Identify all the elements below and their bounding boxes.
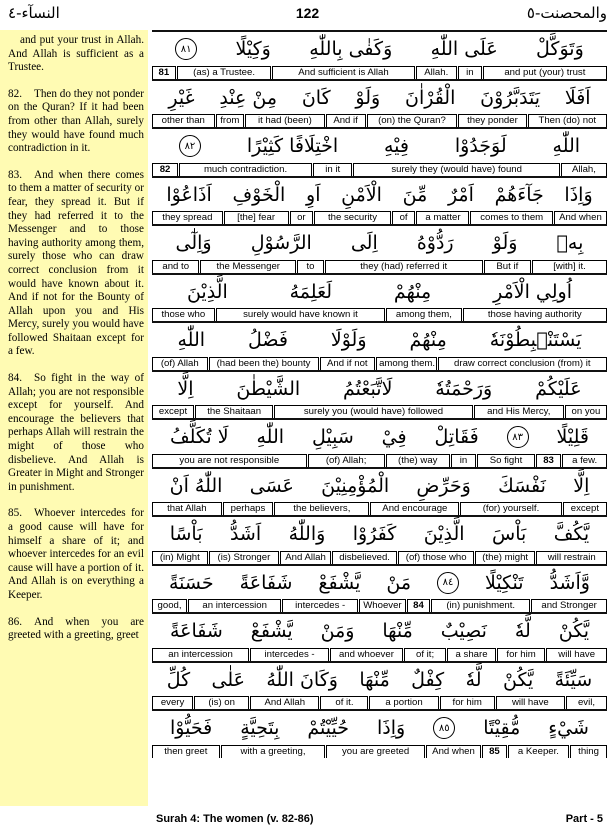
arabic-word: حُيِّيْتُمْ [307, 717, 349, 739]
page-header [0, 0, 615, 30]
verse-text: Whoever intercedes for a good cause will have for himself a share of it; and whoever intercedes for an evil cause will have a portion of it. And Allah is on everything a Keeper. [8, 507, 144, 601]
page-number: 122 [295, 5, 320, 21]
gloss-cell: Allah, [561, 163, 607, 176]
gloss-cell: (is) Stronger [209, 551, 280, 564]
gloss-cell: surely you (would have) followed [274, 405, 472, 418]
arabic-line [152, 32, 607, 66]
arabic-word: شَفَاعَةً [239, 571, 293, 594]
arabic-word: الَّذِيْنَ [186, 280, 228, 303]
arabic-word: مِنْ عِنْدِ [219, 86, 278, 109]
gloss-cell: So fight [477, 454, 535, 467]
gloss-cell: every [152, 696, 193, 709]
gloss-cell: they (had) referred it [325, 260, 483, 273]
arabic-word: كِفْلٌ [411, 668, 445, 691]
gloss-line [152, 260, 607, 273]
arabic-word: وَكِيْلًا [235, 38, 271, 60]
gloss-cell: will have [546, 648, 607, 661]
arabic-word: فَحَيُّوْا [170, 717, 213, 739]
gloss-cell: and to [152, 260, 199, 273]
arabic-word: يَّشْفَعْ [318, 571, 361, 594]
word-by-word-grid [152, 30, 607, 806]
gloss-line [152, 696, 607, 709]
gloss-line [152, 745, 607, 758]
gloss-cell: of [392, 211, 416, 224]
gloss-cell: those who [152, 308, 215, 321]
word-row [152, 709, 607, 758]
gloss-line [152, 454, 607, 467]
arabic-word: سَيِّئَةً [554, 668, 593, 691]
gloss-cell: except [563, 502, 607, 515]
gloss-cell: an intercession [152, 648, 249, 661]
gloss-cell: surely would have known it [216, 308, 386, 321]
gloss-cell: among them, [386, 308, 461, 321]
verse-number-cell: 82 [152, 163, 178, 176]
arabic-word: لَاتَّبَعْتُمُ [343, 377, 393, 400]
arabic-word: الْقُرْاٰنَ [404, 86, 456, 109]
arabic-word: مِّنْهَا [382, 620, 413, 642]
gloss-cell: for him [497, 648, 546, 661]
arabic-word: اِلَّا [177, 377, 194, 400]
gloss-cell: they spread [152, 211, 223, 224]
word-row [152, 176, 607, 225]
footer-surah-label: Surah 4: The women (v. 82-86) [156, 813, 314, 825]
gloss-cell: And when [554, 211, 607, 224]
gloss-cell: And Allah [280, 551, 331, 564]
gloss-cell: in [458, 66, 482, 79]
arabic-word: الْاَمْنِ [341, 183, 382, 206]
arabic-word: عَلَى اللّٰهِ [430, 38, 498, 60]
word-row [152, 224, 607, 273]
gloss-cell: (as) a Trustee. [177, 66, 272, 79]
arabic-word: وَاللّٰهُ [288, 523, 326, 545]
verse-number-cell: 83 [536, 454, 561, 467]
gloss-cell: a portion [369, 696, 438, 709]
gloss-line [152, 648, 607, 661]
gloss-line [152, 599, 607, 612]
arabic-word: وَمَنْ [320, 620, 355, 642]
verse-end-marker: ٨٥ [433, 717, 455, 739]
gloss-cell: intercedes - [282, 599, 358, 612]
gloss-line [152, 357, 607, 370]
gloss-cell: except [152, 405, 194, 418]
gloss-cell: much contradiction. [179, 163, 312, 176]
verse-text: So fight in the way of Allah; you are not responsible except for yourself. And encourage the believers that perhaps Allah will restrain the might of those who disbelieve. And Allah is Greater in Might and Stronger in punishment. [8, 372, 144, 493]
arabic-line [152, 372, 607, 406]
arabic-word: وَلَوْ [492, 232, 518, 254]
verse-translation [8, 372, 144, 494]
arabic-word: وَتَوَكَّلْ [536, 38, 584, 60]
verse-translation [8, 169, 144, 359]
gloss-line [152, 66, 607, 79]
arabic-line [152, 517, 607, 551]
arabic-line [152, 663, 607, 697]
gloss-line [152, 551, 607, 564]
arabic-word: وَرَحْمَتُهٗ [435, 377, 493, 400]
gloss-cell: good, [152, 599, 187, 612]
arabic-word: الَّذِيْنَ [423, 523, 465, 545]
verse-translation [8, 88, 144, 156]
gloss-cell: for him [440, 696, 495, 709]
gloss-cell: (the) way [386, 454, 450, 467]
gloss-cell: Then (do) not [528, 114, 607, 127]
arabic-word: مِّنْهَا [359, 668, 390, 691]
word-row [152, 418, 607, 467]
gloss-cell: (of) those who [398, 551, 473, 564]
gloss-cell: Whoever [359, 599, 406, 612]
gloss-cell: and Stronger [531, 599, 607, 612]
gloss-cell: of it; [404, 648, 446, 661]
arabic-word: يَّكُفَّ [553, 523, 590, 545]
gloss-cell: those having authority [463, 308, 607, 321]
gloss-line [152, 211, 607, 224]
gloss-cell: and put (your) trust [483, 66, 607, 79]
arabic-word: لَّهٗ [465, 668, 482, 691]
arabic-word: فِيْ [381, 426, 407, 448]
gloss-cell: on you [565, 405, 607, 418]
gloss-cell: will have [496, 696, 565, 709]
arabic-line [152, 129, 607, 163]
arabic-word: الرَّسُوْلِ [250, 232, 312, 254]
arabic-word: وَكَانَ اللّٰهُ [266, 668, 338, 691]
arabic-word: اَمْرٌ [447, 183, 474, 206]
arabic-word: عَلَيْكُمْ [535, 377, 582, 400]
arabic-line [152, 323, 607, 357]
arabic-line [152, 420, 607, 454]
gloss-cell: And Allah [250, 696, 319, 709]
arabic-line [152, 469, 607, 503]
arabic-line [152, 275, 607, 309]
arabic-word: اللّٰهِ [177, 329, 206, 351]
arabic-word: وَاِلٰٓى [175, 232, 212, 254]
gloss-cell: other than [152, 114, 215, 127]
word-row [152, 30, 607, 79]
gloss-cell: you are not responsible [152, 454, 307, 467]
arabic-word: يَّشْفَعْ [250, 620, 293, 642]
word-row [152, 661, 607, 710]
arabic-word: بَاْسَ [492, 523, 527, 545]
arabic-word: عَلٰى [211, 668, 245, 691]
word-row [152, 321, 607, 370]
arabic-word: يَّكُنْ [502, 668, 534, 691]
word-row [152, 612, 607, 661]
word-row [152, 515, 607, 564]
gloss-cell: an intercession [188, 599, 281, 612]
gloss-cell: a Keeper. [508, 745, 570, 758]
gloss-cell: But if [484, 260, 531, 273]
gloss-cell: or [290, 211, 314, 224]
translation-sidebar [0, 30, 148, 806]
gloss-cell: (on) the Quran? [367, 114, 458, 127]
arabic-word: وَحَرِّضِ [416, 474, 471, 497]
verse-number-cell: 84 [407, 599, 430, 612]
gloss-cell: perhaps [223, 502, 274, 515]
arabic-line [152, 566, 607, 600]
gloss-cell: a share [447, 648, 496, 661]
verse-translation [8, 507, 144, 602]
verse-text: and put your trust in Allah. And Allah is sufficient as a Trustee. [8, 34, 144, 74]
gloss-cell: a matter [416, 211, 469, 224]
word-row [152, 79, 607, 128]
arabic-word: مِنْهُمْ [409, 329, 447, 351]
gloss-cell: (had been the) bounty [209, 357, 319, 370]
verse-translation [8, 34, 144, 75]
juz-name-arabic: والمحصنت-٥ [526, 4, 607, 22]
arabic-word: اَشَدُّ [229, 523, 262, 545]
gloss-cell: Allah. [416, 66, 457, 79]
gloss-cell: that Allah [152, 502, 222, 515]
verse-number-cell: 85 [482, 745, 507, 758]
arabic-word: اللّٰهِ [256, 426, 285, 448]
arabic-word: اَذَاعُوْا [166, 183, 212, 206]
gloss-cell: thing [570, 745, 607, 758]
page-footer [0, 806, 615, 831]
arabic-word: سَبِيْلِ [311, 426, 354, 448]
arabic-word: يَسْتَنْۢبِطُوْنَهٗ [489, 329, 582, 351]
arabic-word: وَّاَشَدُّ [549, 571, 590, 594]
arabic-word: عَسَى [249, 474, 294, 497]
arabic-word: اَوِ [306, 183, 321, 206]
arabic-word: شَفَاعَةً [169, 620, 223, 642]
arabic-word: جَآءَهُمْ [494, 183, 544, 206]
gloss-cell: it had (been) [245, 114, 324, 127]
verse-number: 86. [8, 615, 22, 628]
verse-text: And when there comes to them a matter of security or fear, they spread it. But if they had referred it to the Messenger and to those having authority among them, surely those who can draw correct conclusion from it would have known about it. And if not for the Bounty of Allah upon you and His Mercy, surely you would have followed Shaitaan except for a few. [8, 168, 144, 358]
arabic-word: وَلَوْ [355, 86, 381, 109]
gloss-cell: (of) Allah [152, 357, 208, 370]
gloss-line [152, 114, 607, 127]
arabic-word: كُلِّ [166, 668, 191, 691]
arabic-word: يَّكُنْ [558, 620, 589, 642]
arabic-line [152, 614, 607, 648]
arabic-word: رَدُّوْهُ [416, 232, 454, 254]
gloss-cell: the believers, [274, 502, 369, 515]
gloss-cell: [the] fear [224, 211, 289, 224]
arabic-word: فَضْلُ [247, 329, 288, 351]
gloss-cell: then greet [152, 745, 220, 758]
verse-number: 82. [8, 87, 22, 100]
gloss-cell: you are greeted [326, 745, 425, 758]
verse-text: Then do they not ponder on the Quran? If it had been from other than Allah, surely they would have found much contradiction in it. [8, 87, 144, 155]
arabic-word: اُولِي الْاَمْرِ [493, 280, 573, 303]
gloss-cell: And sufficient is Allah [272, 66, 414, 79]
verse-end-marker: ٨٤ [437, 572, 459, 594]
arabic-word: لَا تُكَلَّفُ [169, 426, 229, 448]
gloss-cell: evil, [566, 696, 607, 709]
arabic-word: نَفْسَكَ [498, 474, 546, 497]
gloss-cell: from [216, 114, 245, 127]
arabic-word: غَيْرِ [168, 86, 195, 109]
verse-number-cell: 81 [152, 66, 176, 79]
arabic-word: مَنْ [386, 571, 412, 594]
verse-number: 84. [8, 372, 22, 385]
gloss-cell: to [297, 260, 324, 273]
arabic-word: اللّٰهِ [552, 135, 581, 157]
gloss-cell: and whoever [330, 648, 403, 661]
footer-part-label: Part - 5 [565, 813, 603, 825]
gloss-cell: disbelieved. [332, 551, 398, 564]
arabic-line [152, 226, 607, 260]
gloss-cell: And encourage [370, 502, 459, 515]
gloss-line [152, 163, 607, 176]
gloss-cell: the Shaitaan [195, 405, 273, 418]
arabic-word: فِيْهِ [383, 135, 409, 157]
arabic-word: اَفَلَا [564, 86, 591, 109]
verse-translation [8, 616, 144, 643]
gloss-cell: And if not [320, 357, 376, 370]
arabic-word: الْخَوْفِ [232, 183, 286, 206]
verse-number: 85. [8, 507, 22, 520]
arabic-line [152, 178, 607, 212]
arabic-word: اِلَى [350, 232, 378, 254]
gloss-cell: in it [313, 163, 352, 176]
gloss-line [152, 308, 607, 321]
arabic-word: تَنْكِيْلًا [484, 571, 524, 594]
gloss-cell: comes to them [470, 211, 552, 224]
arabic-word: وَاِذَا [564, 183, 593, 206]
gloss-cell: And if [326, 114, 366, 127]
gloss-cell: (in) punishment. [431, 599, 530, 612]
arabic-word: لَّهٗ [514, 620, 531, 642]
arabic-word: لَعَلِمَهُ [289, 280, 333, 303]
gloss-cell: the security [314, 211, 391, 224]
word-row [152, 467, 607, 516]
verse-text: And when you are greeted with a greeting, greet [8, 615, 144, 642]
gloss-cell: in [451, 454, 476, 467]
gloss-cell: draw correct conclusion (from) it [438, 357, 607, 370]
gloss-cell: the Messenger [200, 260, 296, 273]
gloss-cell: (the) might [475, 551, 536, 564]
gloss-cell: will restrain [536, 551, 607, 564]
gloss-cell: [with] it. [532, 260, 607, 273]
arabic-line [152, 711, 607, 745]
arabic-word: بِتَحِيَّةٍ [240, 717, 280, 739]
gloss-cell: (in) Might [152, 551, 208, 564]
word-row [152, 273, 607, 322]
verse-end-marker: ٨٣ [507, 426, 529, 448]
arabic-word: وَلَوْلَا [330, 329, 367, 351]
gloss-cell: among them. [376, 357, 436, 370]
gloss-cell: (for) yourself. [460, 502, 562, 515]
gloss-cell: of it. [320, 696, 368, 709]
word-row [152, 127, 607, 176]
arabic-word: وَاِذَا [377, 717, 406, 739]
arabic-word: لَوَجَدُوْا [454, 135, 507, 157]
gloss-cell: and His Mercy, [474, 405, 564, 418]
gloss-cell: a few. [562, 454, 607, 467]
arabic-word: اخْتِلَافًا كَثِيْرًا [246, 135, 339, 157]
arabic-word: قَلِيْلًا [556, 426, 589, 448]
arabic-word: كَانَ [301, 86, 331, 109]
word-row [152, 564, 607, 613]
gloss-cell: with a greeting, [221, 745, 326, 758]
arabic-line [152, 81, 607, 115]
gloss-line [152, 502, 607, 515]
arabic-word: اللّٰهُ اَنْ [169, 474, 223, 497]
word-row [152, 370, 607, 419]
surah-name-arabic: النسآء-٤ [8, 4, 60, 22]
arabic-word: مِنْهُمْ [393, 280, 432, 303]
verse-number: 83. [8, 168, 22, 181]
arabic-word: اِلَّا [573, 474, 590, 497]
arabic-word: فَقَاتِلْ [434, 426, 479, 448]
arabic-word: الشَّيْطٰنَ [236, 377, 301, 400]
arabic-word: حَسَنَةً [168, 571, 214, 594]
gloss-cell: (of) Allah; [308, 454, 385, 467]
arabic-word: مِّنَ [402, 183, 428, 206]
arabic-word: شَيْءٍ [548, 717, 589, 739]
gloss-cell: they ponder [458, 114, 526, 127]
verse-end-marker: ٨١ [175, 38, 197, 60]
arabic-word: وَكَفٰى بِاللّٰهِ [309, 38, 393, 60]
arabic-word: بِهٖ [556, 232, 584, 254]
arabic-word: نَصِيْبٌ [440, 620, 487, 642]
gloss-cell: surely they (would have) found [353, 163, 559, 176]
gloss-cell: And when [426, 745, 481, 758]
arabic-word: مُّقِيْتًا [483, 717, 521, 739]
arabic-word: كَفَرُوْا [352, 523, 397, 545]
gloss-cell: (is) on [194, 696, 249, 709]
arabic-word: الْمُؤْمِنِيْنَ [321, 474, 390, 497]
arabic-word: يَتَدَبَّرُوْنَ [480, 86, 541, 109]
gloss-line [152, 405, 607, 418]
arabic-word: بَاْسًا [169, 523, 203, 545]
gloss-cell: intercedes - [250, 648, 329, 661]
verse-end-marker: ٨٢ [179, 135, 201, 157]
